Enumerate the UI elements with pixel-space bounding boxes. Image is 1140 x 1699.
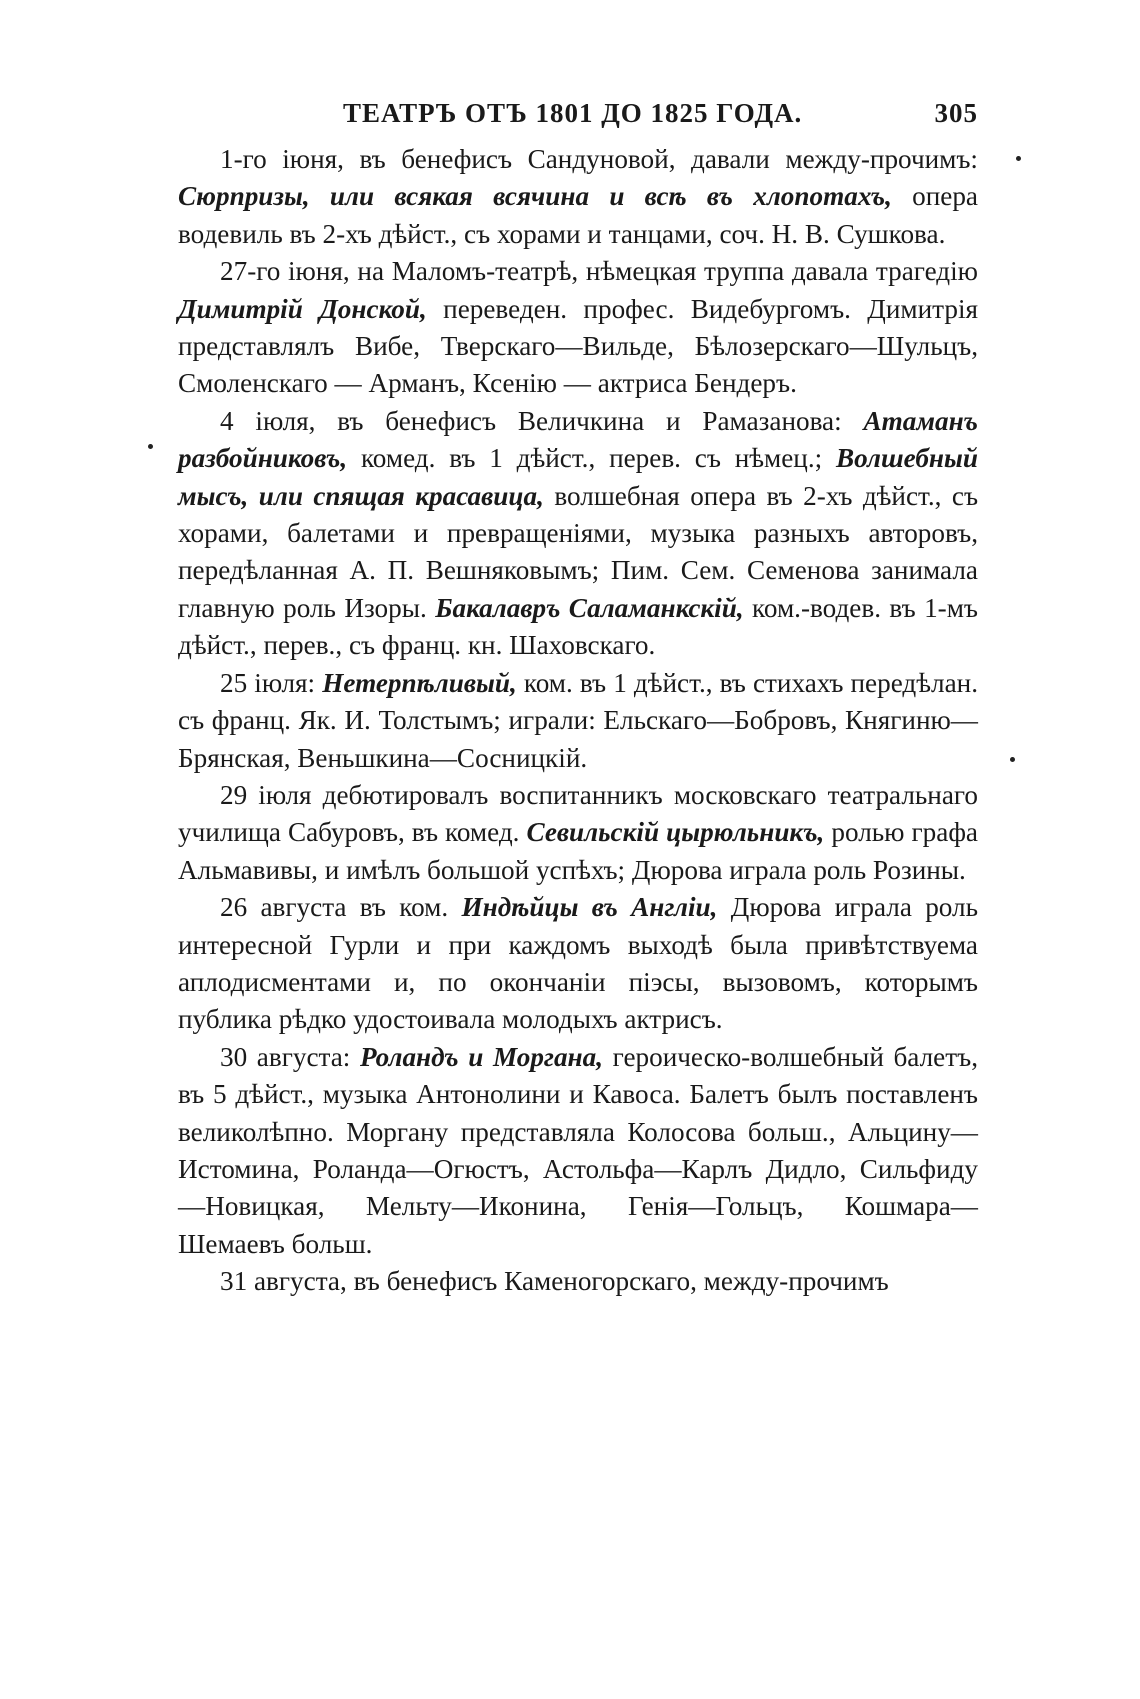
paragraph-july-25: 25 іюля: Нетерпѣливый, ком. въ 1 дѣйст., въ стихахъ передѣлан. съ франц. Як. И. Толстымъ; играли: Ельскаго—Бобровъ, Княгиню—Брянская, Веньшкина—Сосницкій.: [178, 667, 978, 773]
book-page: [178, 98, 978, 1301]
title-italic: Волшебный мысъ, или спящая красавица,: [178, 443, 978, 511]
paragraph-august-26: 26 августа въ ком. Индѣйцы въ Англіи, Дюрова играла роль интересной Гурли и при каждомъ выходѣ была привѣтствуема аплодисментами и, по окончаніи піэсы, вызовомъ, которымъ публика рѣдко удостоивала молодыхъ актрисъ.: [178, 892, 978, 1035]
ink-speck: [1016, 156, 1021, 161]
title-italic: Севильскій цырюльникъ,: [526, 817, 825, 848]
paragraph-august-31: 31 августа, въ бенефисъ Каменогорскаго, между-прочимъ: [220, 1266, 889, 1297]
ink-speck: [148, 444, 153, 449]
title-italic: Роландъ и Моргана,: [359, 1041, 604, 1072]
title-italic: Индѣйцы въ Англіи,: [461, 892, 718, 923]
title-italic: Бакалавръ Саламанкскій,: [435, 592, 744, 623]
paragraph-june-1: 1-го іюня, въ бенефисъ Сандуновой, давали между-прочимъ: Сюрпризы, или всякая всячина и всѣ въ хлопотахъ, опера водевиль въ 2-хъ дѣйст., съ хорами и танцами, соч. Н. В. Сушкова.: [178, 144, 978, 249]
running-head-title: ТЕАТРЪ ОТЪ 1801 ДО 1825 ГОДА.: [343, 98, 803, 128]
page-number: 305: [934, 98, 978, 128]
title-italic: Сюрпризы, или всякая всячина и всѣ въ хлопотахъ,: [178, 181, 892, 212]
title-italic: Димитрій Донской,: [178, 293, 427, 324]
title-italic: Нетерпѣливый,: [322, 667, 517, 698]
title-italic: Атаманъ разбойниковъ,: [178, 405, 978, 474]
running-head: [178, 98, 978, 129]
paragraph-august-30: 30 августа: Роландъ и Моргана, героическо-волшебный балетъ, въ 5 дѣйст., музыка Антонолини и Кавоса. Балетъ былъ поставленъ великолѣпно. Моргану представляла Колосова больш., Альцину—Истомина, Роланда—Огюстъ, Астольфа—Карлъ Дидло, Сильфиду—Новицкая, Мельту—Иконина, Генія—Гольцъ, Кошмара—Шемаевъ больш.: [178, 1041, 978, 1259]
paragraph-july-4: 4 іюля, въ бенефисъ Величкина и Рамазанова: Атаманъ разбойниковъ, комед. въ 1 дѣйст., перев. съ нѣмец.; Волшебный мысъ, или спящая красавица, волшебная опера въ 2-хъ дѣйст., съ хорами, балетами и превращеніями, музыка разныхъ авторовъ, передѣланная А. П. Вешняковымъ; Пим. Сем. Семенова занимала главную роль Изоры. Бакалавръ Саламанкскій, ком.-водев. въ 1-мъ дѣйст., перев., съ франц. кн. Шаховскаго.: [178, 405, 979, 661]
paragraph-june-27: 27-го іюня, на Маломъ-театрѣ, нѣмецкая труппа давала трагедію Димитрій Донской, переведен. профес. Видебургомъ. Димитрія представлялъ Вибе, Тверскаго—Вильде, Бѣлозерскаго—Шульцъ, Смоленскаго — Арманъ, Ксенію — актриса Бендеръ.: [178, 256, 978, 399]
ink-speck: [1010, 757, 1015, 762]
paragraph-july-29: 29 іюля дебютировалъ воспитанникъ московскаго театральнаго училища Сабуровъ, въ комед. Севильскій цырюльникъ, ролью графа Альмавивы, и имѣлъ большой успѣхъ; Дюрова играла роль Розины.: [178, 779, 978, 885]
